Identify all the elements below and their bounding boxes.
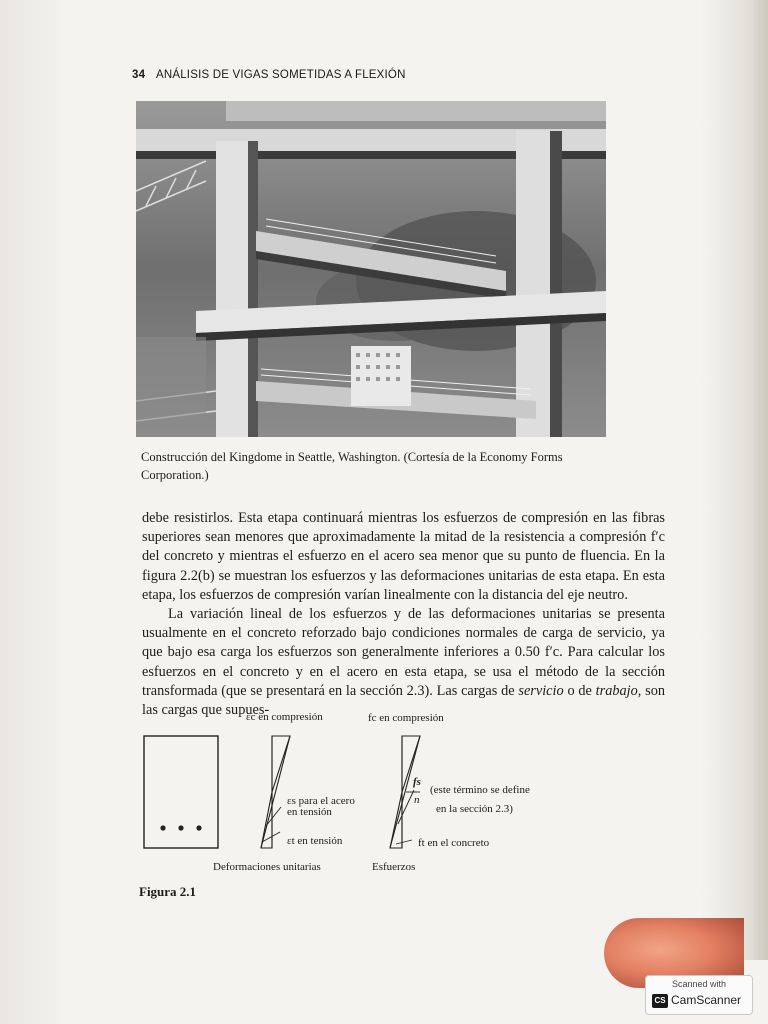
figure-2-1 — [140, 708, 540, 908]
page-shadow-right — [698, 0, 768, 960]
paragraph-2-end: , son las cargas que supues- — [142, 682, 665, 719]
chapter-title: ANÁLISIS DE VIGAS SOMETIDAS A FLEXIÓN — [155, 69, 406, 81]
construction-photo — [136, 101, 606, 437]
camscanner-watermark — [645, 975, 753, 1015]
rebar-dot — [178, 825, 183, 830]
beam-cross-section — [144, 736, 218, 848]
paragraph-2-emphasis-trabajo: trabajo — [595, 682, 638, 699]
page-shadow-left — [0, 0, 60, 1024]
figure-title: Figura 2.1 — [139, 884, 197, 899]
paragraph-2-connector: o de — [563, 682, 596, 699]
stress-compression-label: fc en compresión — [368, 712, 444, 724]
page-number: 34 — [132, 69, 146, 81]
camscanner-logo-icon: CS — [652, 994, 668, 1008]
strain-diagram-caption: Deformaciones unitarias — [213, 861, 321, 873]
concrete-tension-stress-label: ft en el concreto — [418, 837, 490, 849]
steel-strain-label-2: en tensión — [287, 806, 332, 818]
watermark-top-text: Scanned with — [671, 979, 727, 989]
strain-compression-label: εc en compresión — [246, 711, 323, 723]
concrete-tension-strain-label: εt en tensión — [287, 835, 343, 847]
photo-caption: Construcción del Kingdome in Seattle, Washington. (Cortesía de la Economy Forms Corporation.) — [141, 450, 563, 482]
n-denominator: n — [414, 794, 420, 806]
watermark-brand: CamScanner — [671, 993, 742, 1007]
fs-numerator: fs — [413, 776, 421, 788]
paragraph-2-emphasis-servicio: servicio — [518, 682, 564, 699]
paragraph-2-text: La variación lineal de los esfuerzos y de las deformaciones unitarias se presenta usualmente en el concreto reforzado bajo condiciones normales de carga de servicio, ya que bajo esa carga los esfuerzos son generalmente inferiores a 0.50 f′c. Para calcular los esfuerzos en el concreto y en el acero en esta etapa, se usa el método de la sección transformada (que se presentará en la sección 2.3). Las cargas de — [142, 606, 665, 699]
paragraph-1: debe resistirlos. Esta etapa continuará mientras los esfuerzos de compresión en las fibras superiores sean menores que aproximadamente la mitad de la resistencia a compresión f′c del concreto y mientras el esfuerzo en el acero sea menor que su punto de fluencia. En la figura 2.2(b) se muestran los esfuerzos y las deformaciones unitarias de esta etapa. En esta etapa, los esfuerzos de compresión varían linealmente con la distancia del eje neutro. — [142, 510, 665, 603]
definition-note-1: (este término se define — [430, 784, 530, 796]
body-text — [142, 509, 665, 720]
paragraph-2 — [142, 605, 665, 720]
definition-note-2: en la sección 2.3) — [436, 803, 513, 815]
steel-strain-label-1: εs para el acero — [287, 795, 355, 807]
rebar-dot — [160, 825, 165, 830]
rebar-dot — [196, 825, 201, 830]
running-head — [132, 69, 406, 81]
stress-diagram-caption: Esfuerzos — [372, 861, 416, 873]
construction-photo-illustration — [136, 101, 606, 437]
